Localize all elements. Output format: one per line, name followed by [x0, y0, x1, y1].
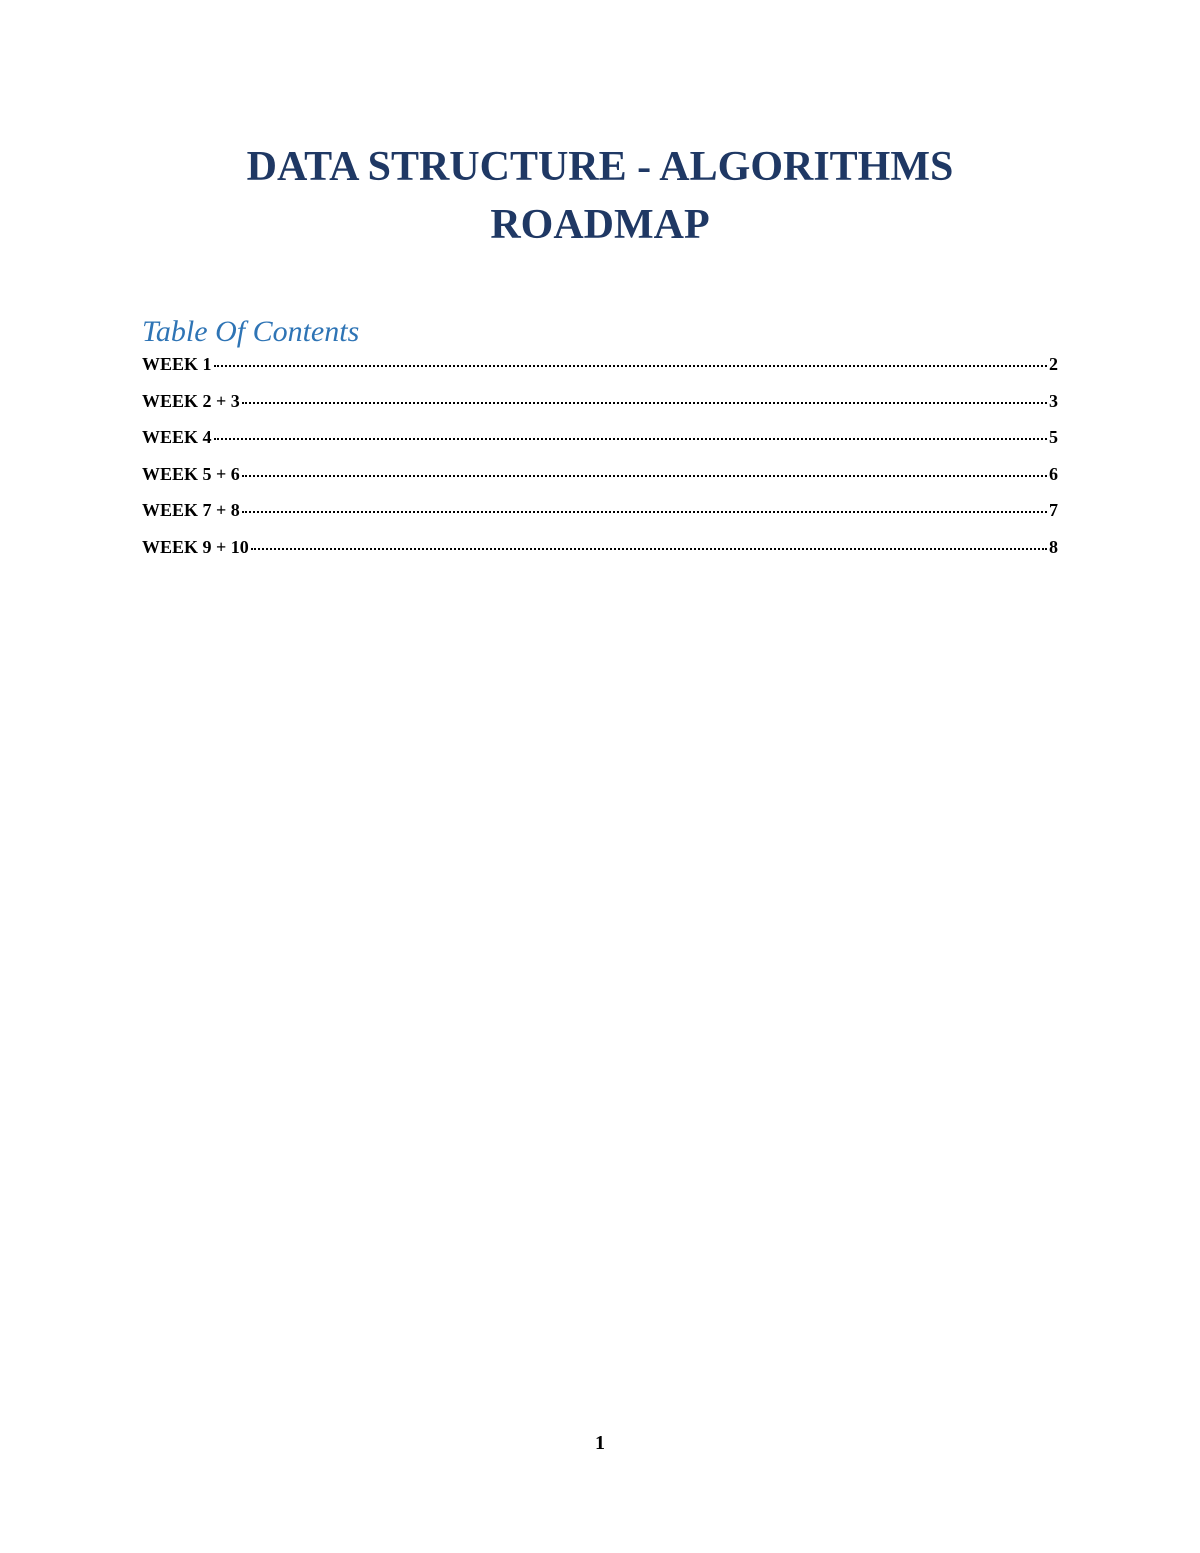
toc-entry-page: 8: [1049, 536, 1058, 557]
toc-entry-label: WEEK 2 + 3: [142, 390, 240, 411]
page-number: 1: [595, 1432, 605, 1454]
toc-dot-leader: [242, 402, 1047, 404]
document-title-line-2: ROADMAP: [490, 202, 710, 248]
toc-dot-leader: [242, 511, 1047, 513]
toc-entry[interactable]: [142, 464, 1058, 501]
toc-entry-label: WEEK 5 + 6: [142, 463, 240, 484]
toc-entry-label: WEEK 1: [142, 354, 212, 374]
toc-entry[interactable]: [142, 354, 1058, 391]
toc-entry[interactable]: [142, 500, 1058, 537]
toc-dot-leader: [251, 548, 1047, 550]
toc-heading: Table Of Contents: [142, 315, 360, 348]
toc-entry-page: 2: [1049, 354, 1058, 374]
toc-entry[interactable]: [142, 427, 1058, 464]
toc-dot-leader: [214, 438, 1047, 440]
toc-entry[interactable]: [142, 391, 1058, 428]
toc-entry-label: WEEK 7 + 8: [142, 500, 240, 521]
toc-entry-label: WEEK 9 + 10: [142, 536, 249, 557]
document-title-line-1: DATA STRUCTURE - ALGORITHMS: [246, 144, 954, 190]
toc-entry-label: WEEK 4: [142, 427, 212, 448]
toc-entry-page: 6: [1049, 463, 1058, 484]
toc-entry-page: 3: [1049, 390, 1058, 411]
toc-dot-leader: [242, 475, 1047, 477]
toc-dot-leader: [214, 365, 1047, 367]
table-of-contents: [142, 312, 1058, 574]
toc-entry-page: 5: [1049, 427, 1058, 448]
toc-list: [142, 354, 1058, 574]
toc-entry-page: 7: [1049, 500, 1058, 521]
toc-entry[interactable]: [142, 537, 1058, 574]
